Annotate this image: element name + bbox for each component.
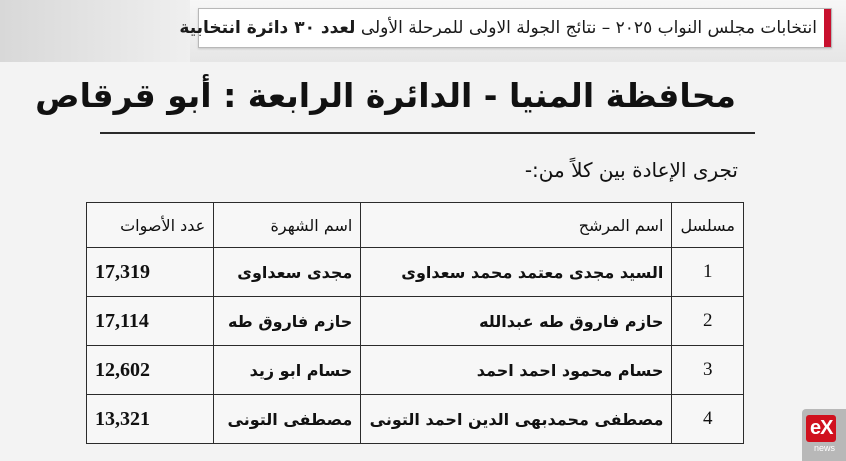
table-row: [87, 395, 744, 444]
row-known-name: حسام ابو زيد: [214, 346, 361, 395]
row-votes: 12,602: [87, 346, 214, 395]
row-candidate-name: حازم فاروق طه عبدالله: [361, 297, 672, 346]
results-slide: [0, 62, 846, 461]
ticker-accent-bar: [824, 9, 831, 47]
header-votes: عدد الأصوات: [87, 203, 214, 248]
row-votes: 17,114: [87, 297, 214, 346]
table-row: [87, 297, 744, 346]
ticker-headline: [179, 17, 817, 39]
title-divider: [100, 132, 755, 134]
table-row: [87, 346, 744, 395]
row-candidate-name: حسام محمود احمد احمد: [361, 346, 672, 395]
row-candidate-name: السيد مجدى معتمد محمد سعداوى: [361, 248, 672, 297]
slide-subtitle: تجرى الإعادة بين كلاً من:-: [524, 158, 738, 182]
slide-title: محافظة المنيا - الدائرة الرابعة : أبو قرقاص: [35, 76, 736, 115]
row-serial: 3: [672, 346, 744, 395]
channel-logo-mark: eX: [806, 415, 836, 442]
row-serial: 2: [672, 297, 744, 346]
header-known-name: اسم الشهرة: [214, 203, 361, 248]
header-candidate-name: اسم المرشح: [361, 203, 672, 248]
row-candidate-name: مصطفى محمدبهى الدين احمد التونى: [361, 395, 672, 444]
row-votes: 13,321: [87, 395, 214, 444]
row-serial: 4: [672, 395, 744, 444]
row-serial: 1: [672, 248, 744, 297]
row-known-name: مجدى سعداوى: [214, 248, 361, 297]
ticker-bold-text: لعدد ٣٠ دائرة انتخابية: [179, 18, 356, 38]
row-votes: 17,319: [87, 248, 214, 297]
table-header-row: [87, 203, 744, 248]
ticker-text: انتخابات مجلس النواب ٢٠٢٥ – نتائج الجولة الاولى للمرحلة الأولى: [360, 18, 817, 38]
ticker-shade: [0, 0, 190, 62]
results-table: [86, 202, 744, 444]
header-serial: مسلسل: [672, 203, 744, 248]
table-row: [87, 248, 744, 297]
ticker-strip: [0, 0, 846, 63]
row-known-name: مصطفى التونى: [214, 395, 361, 444]
ticker-box: [179, 8, 832, 48]
row-known-name: حازم فاروق طه: [214, 297, 361, 346]
channel-logo-sub: news: [814, 443, 836, 453]
channel-logo: [802, 409, 846, 461]
